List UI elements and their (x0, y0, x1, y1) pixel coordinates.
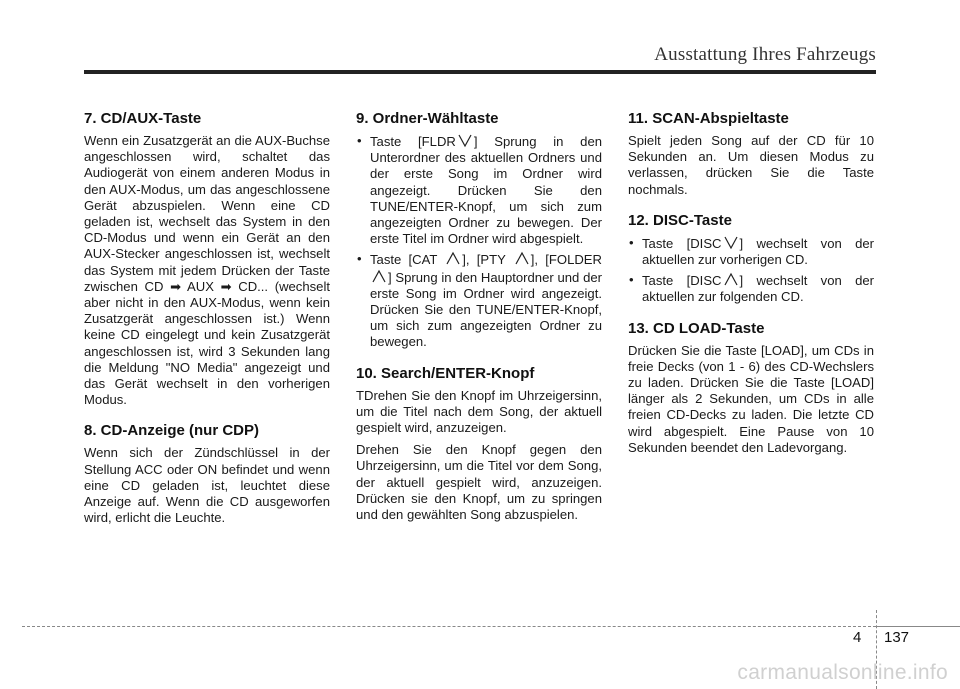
chevron-up-icon (370, 269, 388, 283)
section-11-title: 11. SCAN-Abspieltaste (628, 110, 789, 127)
bullet-text: Taste [FLDR (370, 134, 456, 149)
section-7-text-a: Wenn ein Zusatzgerät an die AUX-Buchse angeschlossen wird, schaltet das Audiogerät von einem anderen Modus in den AUX-Modus, um das angeschlossene Gerät abzuspielen. Wenn eine CD geladen ist, wechselt das System in den CD-Modus und wenn ein Gerät an den AUX-Stecker angeschlossen ist, wechselt das System mit jedem Drücken der Taste zwischen CD (84, 133, 330, 294)
bullet-text: Taste [CAT (370, 252, 438, 268)
section-8-title: 8. CD-Anzeige (nur CDP) (84, 422, 260, 440)
section-9-list (356, 133, 602, 351)
section-7-text (84, 133, 330, 408)
bullet-text: ], [PTY (462, 252, 506, 268)
chevron-up-icon (444, 251, 462, 265)
section-13-text: Drücken Sie die Taste [LOAD], um CDs in freie Decks (von 1 - 6) des CD-Wechslers zu laden. Drücken Sie die Taste [LOAD] länger als 2 Sekunden, um CDs in alle freien CD-Decks zu laden. Die letzte CD wird abgespielt. Eine Pause von 10 Sekunden beendet den Ladevorgang. (628, 342, 874, 455)
chapter-number: 4 (853, 629, 862, 646)
chevron-up-icon (722, 272, 740, 286)
bullet-text: ] wechselt von der aktuellen zur vorherigen CD. (642, 235, 875, 268)
chevron-down-icon (456, 133, 474, 147)
section-9 (356, 110, 602, 351)
section-12-list (628, 235, 874, 306)
section-12 (628, 212, 874, 306)
section-9-title: 9. Ordner-Wähltaste (356, 110, 499, 127)
section-10-title: 10. Search/ENTER-Knopf (356, 364, 535, 382)
section-10-text-1: TDrehen Sie den Knopf im Uhrzeigersinn, um die Titel nach dem Song, der aktuell gespielt wird, anzuzeigen. (356, 387, 602, 436)
bullet-text: ] Sprung in den Unterordner des aktuellen Ordners und der erste Song im Ordner wird angezeigt. Drücken Sie den TUNE/ENTER-Knopf, um sich zum angezeigten Ordner zu bewegen. Der erste Titel im Ordner wird abgespielt. (370, 134, 603, 247)
column-2 (356, 110, 602, 537)
list-item (356, 133, 602, 247)
bullet-text: Taste [DISC (642, 235, 722, 251)
column-3 (628, 110, 874, 470)
list-item (356, 251, 602, 350)
watermark: carmanualsonline.info (737, 661, 948, 684)
section-12-title: 12. DISC-Taste (628, 211, 732, 229)
header-rule (84, 70, 876, 74)
arrow-right-icon: ➡ (220, 278, 232, 294)
section-7-title: 7. CD/AUX-Taste (84, 110, 202, 127)
section-10-text-2: Drehen Sie den Knopf gegen den Uhrzeigersinn, um die Titel vor dem Song, der aktuell gespielt wird, anzuzeigen. Drücken sie den Knopf, um zu springen und den gewählten Song abzuspielen. (356, 442, 602, 523)
bullet-text: ] Sprung in den Hauptordner und der erste Song im Ordner wird angezeigt. Drücken Sie den TUNE/ENTER-Knopf, um sich zum angezeigten Ordner zu bewegen. (370, 269, 602, 350)
bullet-text: Taste [DISC (642, 273, 722, 289)
chevron-down-icon (722, 235, 740, 249)
list-item (628, 272, 874, 305)
footer-dashed-rule (22, 626, 876, 627)
page-header-title: Ausstattung Ihres Fahrzeugs (654, 44, 876, 65)
bullet-text: ] wechselt von der aktuellen zur folgenden CD. (642, 273, 875, 305)
section-13-title: 13. CD LOAD-Taste (628, 319, 765, 337)
column-1 (84, 110, 330, 540)
section-10 (356, 365, 602, 524)
section-8-text: Wenn sich der Zündschlüssel in der Stellung ACC oder ON befindet und wenn eine CD geladen ist, leuchtet diese Anzeige auf. Wenn die CD ausgeworfen wird, erlicht die Leuchte. (84, 445, 330, 526)
section-7-text-b: CD... (wechselt aber nicht in den AUX-Modus, wenn kein Zusatzgerät angeschlossen ist.) Wenn keine CD eingelegt und kein Zusatzgerät angeschlossen ist, wird 3 Sekunden lang die Meldung "NO Media" angezeigt und das Gerät wechselt in den vorherigen Modus. (84, 278, 331, 408)
bullet-text: ], [FOLDER (530, 252, 602, 268)
arrow-right-icon: ➡ (170, 278, 182, 294)
footer-rule (876, 626, 960, 627)
chevron-up-icon (513, 251, 531, 265)
section-11-text: Spielt jeden Song auf der CD für 10 Sekunden an. Um diesen Modus zu verlassen, drücken Sie die Taste nochmals. (628, 133, 874, 197)
section-7-aux: AUX (187, 278, 214, 294)
section-8 (84, 422, 330, 526)
section-13 (628, 320, 874, 456)
page-number: 137 (884, 629, 910, 646)
list-item (628, 235, 874, 268)
section-7 (84, 110, 330, 408)
section-11 (628, 110, 874, 198)
